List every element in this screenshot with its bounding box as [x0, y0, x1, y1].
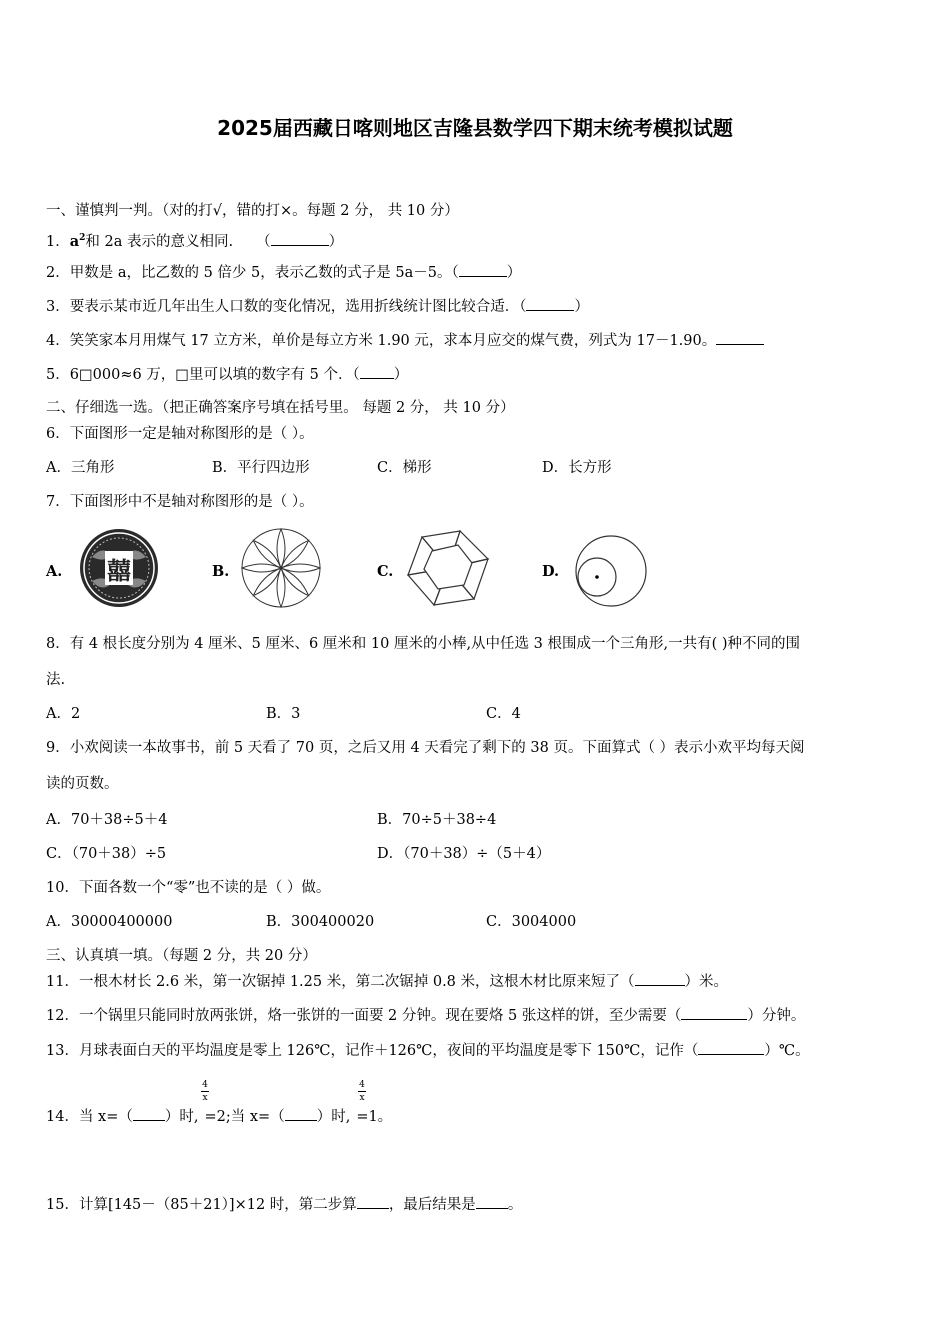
q14-part-4: ）时,	[316, 1109, 351, 1125]
q7-label-b[interactable]: B.	[212, 563, 230, 580]
q4-text: 4．笑笑家本月用煤气 17 立方米，单价是每立方米 1.90 元，求本月应交的煤气费，列式为 17－1.90。	[46, 333, 717, 349]
q9-option-c[interactable]: C．（70＋38）÷5	[46, 846, 167, 862]
question-9-line-2: 读的页数。	[46, 776, 119, 792]
q13-text: 13．月球表面白天的平均温度是零上 126℃，记作＋126℃，夜间的平均温度是零下 150℃，记作（	[46, 1043, 699, 1059]
q3-paren-close: ）	[574, 299, 589, 315]
section-1-heading: 一、谨慎判一判。（对的打√，错的打×。每题 2 分， 共 10 分）	[46, 203, 459, 219]
q14-blank-1[interactable]	[133, 1106, 165, 1121]
question-3	[46, 296, 589, 317]
q7-label-a[interactable]: A.	[46, 563, 63, 580]
q1-rest: 和 2a 表示的意义相同.	[85, 233, 234, 250]
q14-part-1: 14．当 x=（	[46, 1109, 133, 1125]
q2-answer-blank[interactable]	[459, 262, 507, 277]
q12-close: ）分钟。	[747, 1008, 806, 1024]
question-12	[46, 1005, 805, 1026]
q1-answer-blank[interactable]	[271, 231, 329, 246]
q10-option-c[interactable]: C．3004000	[486, 914, 577, 930]
q1-paren-open: （	[256, 233, 271, 250]
q6-option-c[interactable]: C．梯形	[377, 460, 432, 476]
q15-part-2: ，最后结果是	[388, 1197, 476, 1213]
q8-option-c[interactable]: C．4	[486, 706, 521, 722]
q5-answer-blank[interactable]	[360, 364, 394, 379]
section-3-heading: 三、认真填一填。（每题 2 分，共 20 分）	[46, 948, 317, 964]
q10-option-a[interactable]: A．30000400000	[46, 914, 173, 930]
double-happiness-emblem-icon	[78, 527, 160, 609]
two-circles-icon	[572, 534, 650, 610]
question-2	[46, 262, 521, 283]
q9-option-a[interactable]: A．70＋38÷5＋4	[46, 812, 168, 828]
question-6: 6．下面图形一定是轴对称图形的是（ ）。	[46, 426, 314, 442]
q14-part-3: =2;当 x=（	[204, 1109, 285, 1125]
q3-answer-blank[interactable]	[526, 296, 574, 311]
question-14	[46, 1106, 392, 1127]
question-7: 7．下面图形中不是轴对称图形的是（ ）。	[46, 494, 314, 510]
q14-frac2-num: 4	[359, 1080, 365, 1090]
q14-blank-2[interactable]	[285, 1106, 317, 1121]
q11-answer-blank[interactable]	[635, 971, 685, 986]
q14-fraction-1	[200, 1080, 210, 1103]
q5-text: 5．6□000≈6 万，□里可以填的数字有 5 个．（	[46, 367, 360, 383]
q15-part-3: 。	[507, 1197, 523, 1213]
q6-option-a[interactable]: A．三角形	[46, 460, 115, 476]
q15-blank-2[interactable]	[476, 1194, 508, 1209]
q10-option-b[interactable]: B．300400020	[266, 914, 375, 930]
q7-label-d[interactable]: D.	[542, 563, 560, 580]
q14-frac2-den: x	[359, 1093, 365, 1103]
q1-num: 1．	[46, 233, 70, 250]
question-13	[46, 1040, 810, 1061]
q11-close: ）米。	[684, 974, 729, 990]
question-4	[46, 330, 764, 351]
q8-option-a[interactable]: A．2	[46, 706, 81, 722]
question-8-line-1: 8．有 4 根长度分别为 4 厘米、5 厘米、6 厘米和 10 厘米的小棒,从中任选 3 根围成一个三角形,一共有( )种不同的围	[46, 636, 801, 652]
q2-text: 2．甲数是 a，比乙数的 5 倍少 5，表示乙数的式子是 5a－5。（	[46, 265, 459, 281]
q1-var: a	[69, 232, 80, 250]
q14-part-5: =1。	[356, 1109, 393, 1125]
q6-option-d[interactable]: D．长方形	[542, 460, 612, 476]
question-1	[46, 228, 343, 252]
q5-paren-close: ）	[393, 367, 409, 383]
q2-paren-close: ）	[506, 265, 522, 281]
q14-fraction-2	[357, 1080, 367, 1103]
q11-text: 11．一根木材长 2.6 米，第一次锯掉 1.25 米，第二次锯掉 0.8 米，这根木材比原来短了（	[46, 974, 635, 990]
pinwheel-triangles-icon	[402, 527, 494, 609]
question-8-line-2: 法.	[46, 672, 66, 688]
q12-answer-blank[interactable]	[681, 1005, 747, 1020]
question-9-line-1: 9．小欢阅读一本故事书，前 5 天看了 70 页，之后又用 4 天看完了剩下的 38 页。下面算式（ ）表示小欢平均每天阅	[46, 740, 805, 756]
page-title: 2025届西藏日喀则地区吉隆县数学四下期末统考模拟试题	[217, 116, 733, 140]
question-5	[46, 364, 408, 385]
q8-option-b[interactable]: B．3	[266, 706, 301, 722]
question-11	[46, 971, 728, 992]
q14-frac1-den: x	[202, 1093, 208, 1103]
question-15	[46, 1194, 522, 1215]
section-2-heading: 二、仔细选一选。（把正确答案序号填在括号里。 每题 2 分， 共 10 分）	[46, 400, 515, 416]
q14-part-2: ）时,	[164, 1109, 199, 1125]
q14-frac1-num: 4	[202, 1080, 208, 1090]
q12-text: 12．一个锅里只能同时放两张饼，烙一张饼的一面要 2 分钟。现在要烙 5 张这样的饼，至少需要（	[46, 1008, 682, 1024]
q15-blank-1[interactable]	[357, 1194, 389, 1209]
q1-sup: 2	[79, 233, 86, 243]
q15-part-1: 15．计算[145－（85＋21）]×12 时，第二步算	[46, 1197, 357, 1213]
q13-close: ）℃。	[764, 1043, 810, 1059]
q6-option-b[interactable]: B．平行四边形	[212, 460, 310, 476]
q9-option-d[interactable]: D．（70＋38）÷（5＋4）	[377, 846, 551, 862]
q4-answer-blank[interactable]	[716, 330, 764, 345]
emblem-character: 囍	[107, 557, 131, 585]
q13-answer-blank[interactable]	[698, 1040, 764, 1055]
flower-circle-icon	[240, 527, 322, 609]
q1-paren-close: ）	[328, 233, 344, 250]
q3-text: 3．要表示某市近几年出生人口数的变化情况，选用折线统计图比较合适．（	[46, 299, 527, 315]
q7-label-c[interactable]: C.	[377, 563, 394, 580]
question-10: 10．下面各数一个“零”也不读的是（ ）做。	[46, 880, 331, 896]
q9-option-b[interactable]: B．70÷5＋38÷4	[377, 812, 497, 828]
